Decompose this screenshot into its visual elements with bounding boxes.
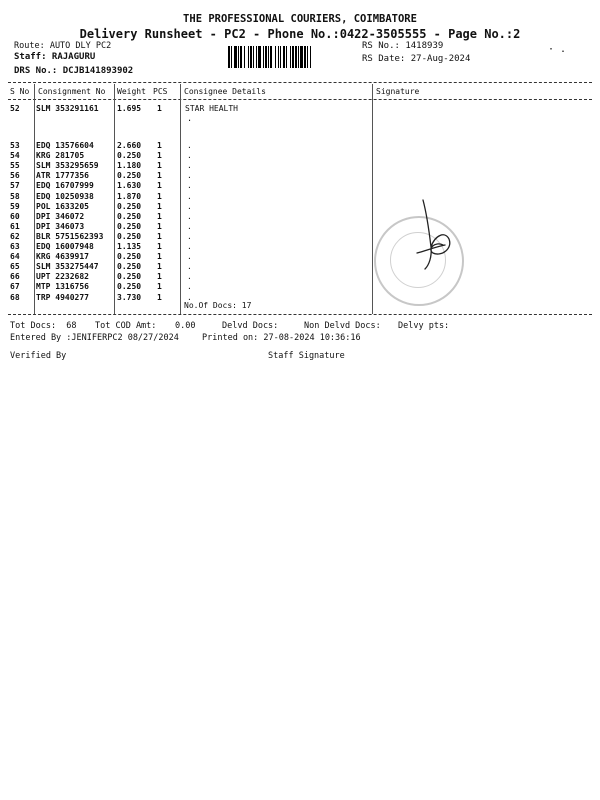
row-pcs: 1 [157, 141, 162, 150]
row-consignment: EDQ 10250938 [36, 191, 94, 201]
row-mark: . [187, 221, 192, 231]
row-pcs: 1 [157, 231, 162, 241]
table-row [0, 151, 600, 161]
row-consignment: UPT 2232682 [36, 272, 89, 282]
table-row [0, 293, 600, 303]
row-sno: 57 [10, 181, 20, 191]
row-weight: 0.250 [117, 272, 142, 282]
corner-mark: · . [548, 44, 567, 55]
row-pcs: 1 [157, 262, 162, 272]
row-sno: 60 [10, 211, 20, 221]
row-sno: 63 [10, 242, 20, 251]
row-weight: 0.250 [117, 221, 142, 231]
row-weight: 0.250 [117, 262, 142, 272]
row-mark: . [187, 282, 192, 292]
row-consignee: STAR HEALTH [185, 104, 238, 113]
row-consignment: EDQ 16007948 [36, 242, 94, 251]
row-mark: . [187, 292, 192, 302]
row-weight: 0.250 [117, 171, 142, 181]
row-sno: 68 [10, 292, 20, 302]
row-consignment: SLM 353295659 [36, 161, 99, 171]
barcode [228, 46, 356, 68]
table-row [0, 192, 600, 202]
row-mark: . [187, 231, 192, 241]
row-weight: 1.135 [117, 242, 142, 251]
row-pcs: 1 [157, 282, 162, 292]
printed-on: Printed on: 27-08-2024 10:36:16 [202, 333, 361, 343]
entered-by: Entered By :JENIFERPC2 08/27/2024 [10, 333, 179, 343]
row-sno: 62 [10, 231, 20, 241]
handwritten-signature [405, 195, 465, 275]
table-row [0, 232, 600, 242]
row-pcs: 1 [157, 201, 162, 211]
row-weight: 3.730 [117, 292, 142, 302]
row-pcs: 1 [157, 104, 162, 113]
col-header-weight: Weight [117, 87, 146, 96]
row-sno: 66 [10, 272, 20, 282]
row-weight: 0.250 [117, 252, 142, 262]
row-consignment: BLR 5751562393 [36, 231, 104, 241]
verified-by: Verified By [10, 351, 67, 361]
row-mark: . [187, 272, 192, 282]
col-header-signature: Signature [376, 87, 420, 96]
table-row [0, 141, 600, 151]
table-top-rule [8, 82, 592, 83]
table-header-rule [8, 99, 592, 100]
row-weight: 0.250 [117, 201, 142, 211]
table-row [0, 222, 600, 232]
total-cod-label: Tot COD Amt: [95, 321, 157, 331]
staff-text: Staff: RAJAGURU [14, 52, 96, 62]
col-header-pcs: PCS [153, 87, 168, 96]
total-cod-value: 0.00 [175, 321, 196, 331]
row-sno: 58 [10, 191, 20, 201]
row-sno: 61 [10, 221, 20, 231]
row-pcs: 1 [157, 161, 162, 171]
row-sno: 67 [10, 282, 20, 292]
col-header-sno: S No [10, 87, 30, 96]
table-row [0, 202, 600, 212]
row-mark: . [187, 262, 192, 272]
row-pcs: 1 [157, 292, 162, 302]
rs-date: RS Date: 27-Aug-2024 [362, 54, 471, 64]
row-mark: . [187, 141, 192, 150]
no-of-docs: No.Of Docs: 17 [184, 301, 252, 310]
col-header-consignee: Consignee Details [184, 87, 266, 96]
row-sno: 53 [10, 141, 20, 150]
row-consignment: DPI 346073 [36, 221, 85, 231]
table-row [0, 252, 600, 262]
row-mark: . [187, 114, 193, 124]
row-mark: . [187, 252, 192, 262]
row-sno: 59 [10, 201, 20, 211]
runsheet-title: Delivery Runsheet - PC2 - Phone No.:0422-3505555 - Page No.:2 [79, 27, 521, 41]
row-weight: 0.250 [117, 282, 142, 292]
table-row [0, 181, 600, 191]
row-pcs: 1 [157, 242, 162, 251]
table-row [0, 161, 600, 171]
row-mark: . [187, 171, 192, 181]
row-pcs: 1 [157, 272, 162, 282]
table-row [0, 104, 600, 114]
row-consignment: ATR 1777356 [36, 171, 89, 181]
table-row [0, 282, 600, 292]
row-weight: 1.630 [117, 181, 142, 191]
row-weight: 1.180 [117, 161, 142, 171]
row-consignment: MTP 1316756 [36, 282, 89, 292]
rs-number: RS No.: 1418939 [362, 41, 444, 51]
row-pcs: 1 [157, 171, 162, 181]
table-bottom-rule [8, 314, 592, 315]
row-consignment: DPI 346072 [36, 211, 85, 221]
row-weight: 0.250 [117, 231, 142, 241]
row-consignment: EDQ 16707999 [36, 181, 94, 191]
row-sno: 52 [10, 104, 20, 113]
drs-number: DRS No.: DCJB141893902 [14, 66, 134, 76]
row-pcs: 1 [157, 181, 162, 191]
row-weight: 1.870 [117, 191, 142, 201]
row-mark: . [187, 201, 192, 211]
row-mark: . [187, 161, 192, 171]
row-weight: 0.250 [117, 211, 142, 221]
non-delivered-docs: Non Delvd Docs: [304, 321, 381, 331]
delivered-docs: Delvd Docs: [222, 321, 279, 331]
row-sno: 65 [10, 262, 20, 272]
row-consignment: TRP 4940277 [36, 292, 89, 302]
row-consignment: KRG 281705 [36, 151, 85, 161]
staff-signature-label: Staff Signature [268, 351, 345, 361]
row-sno: 56 [10, 171, 20, 181]
col-header-consignment: Consignment No [38, 87, 106, 96]
row-sno: 55 [10, 161, 20, 171]
table-row [0, 242, 600, 252]
row-consignment: EDQ 13576604 [36, 141, 94, 150]
row-pcs: 1 [157, 211, 162, 221]
delivery-points: Delvy pts: [398, 321, 450, 331]
row-mark: . [187, 211, 192, 221]
row-pcs: 1 [157, 191, 162, 201]
table-row [0, 262, 600, 272]
table-row [0, 272, 600, 282]
row-consignment: POL 1633205 [36, 201, 89, 211]
row-weight: 0.250 [117, 151, 142, 161]
row-weight: 2.660 [117, 141, 142, 150]
row-mark: . [187, 151, 192, 161]
row-pcs: 1 [157, 151, 162, 161]
table-row [0, 212, 600, 222]
row-mark: . [187, 191, 192, 201]
row-weight: 1.695 [117, 104, 142, 113]
row-consignment: SLM 353275447 [36, 262, 99, 272]
table-row [0, 171, 600, 181]
row-consignment: SLM 353291161 [36, 104, 99, 113]
row-sno: 64 [10, 252, 20, 262]
total-docs: Tot Docs: 68 [10, 321, 77, 331]
row-pcs: 1 [157, 221, 162, 231]
company-name: THE PROFESSIONAL COURIERS, COIMBATORE [183, 13, 417, 25]
route-text: Route: AUTO DLY PC2 [14, 41, 112, 51]
row-sno: 54 [10, 151, 20, 161]
row-mark: . [187, 242, 192, 251]
row-pcs: 1 [157, 252, 162, 262]
row-consignment: KRG 4639917 [36, 252, 89, 262]
row-mark: . [187, 181, 192, 191]
